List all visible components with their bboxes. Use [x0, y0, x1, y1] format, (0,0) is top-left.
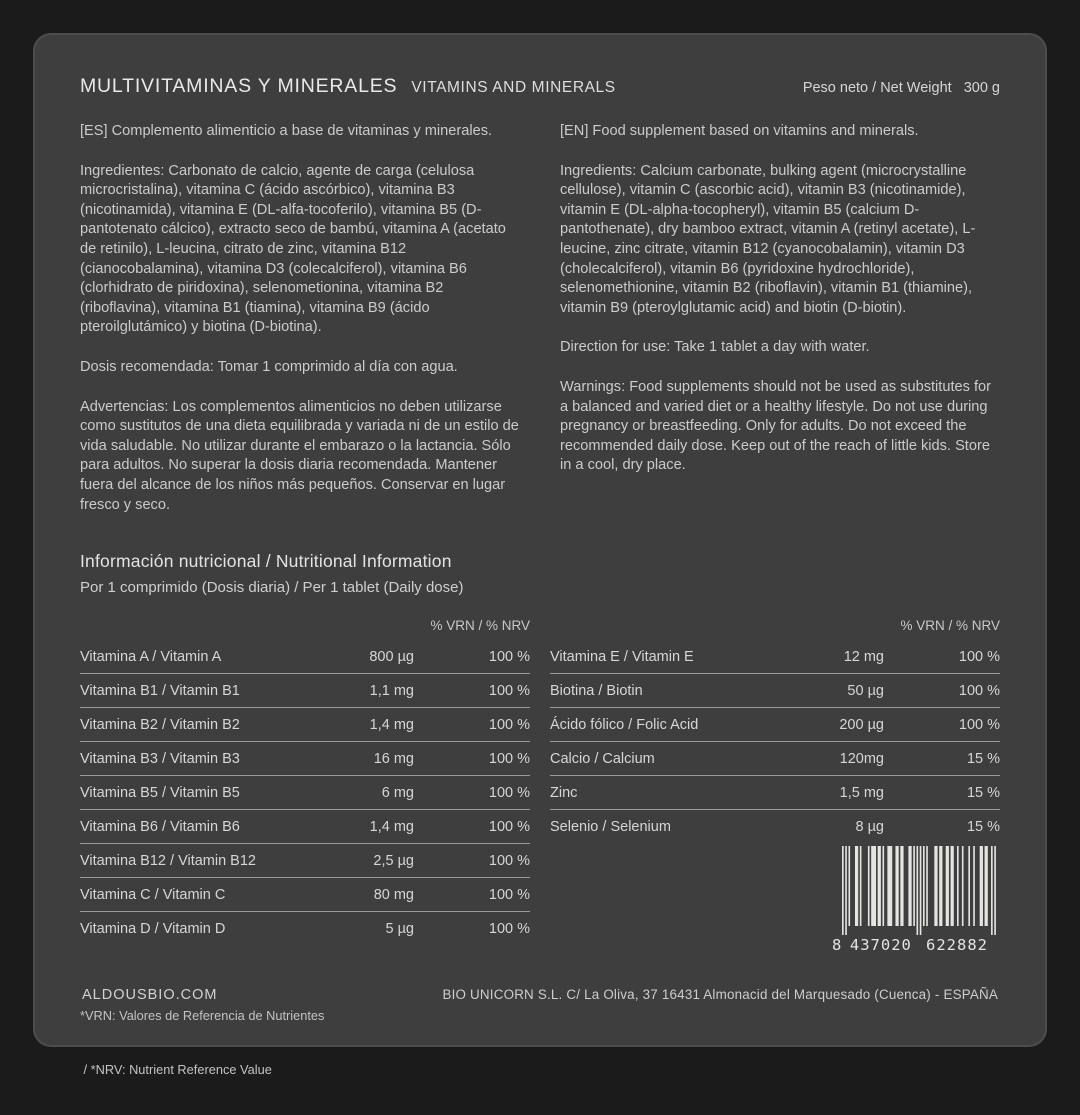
nutrient-name: Vitamina B5 / Vitamin B5: [80, 784, 240, 801]
nutrient-nrv: 100 %: [958, 716, 1000, 733]
nrv-footnote-line1: *VRN: Valores de Referencia de Nutrientes: [80, 1008, 325, 1024]
nutrient-amount: 5 µg: [385, 920, 414, 937]
nutrient-nrv: 100 %: [958, 648, 1000, 665]
net-weight-value: 300 g: [963, 80, 1000, 96]
nutrient-name: Vitamina B12 / Vitamin B12: [80, 852, 256, 869]
svg-text:437020: 437020: [849, 936, 912, 954]
nutrition-table-left-body: [80, 640, 530, 945]
nutrient-name: Vitamina B1 / Vitamin B1: [80, 682, 240, 699]
nutrient-nrv: 100 %: [488, 852, 530, 869]
net-weight-label: Peso neto / Net Weight: [802, 80, 952, 96]
nutrient-amount: 1,5 mg: [839, 784, 884, 801]
intro-en: [EN] Food supplement based on vitamins and minerals.: [560, 123, 919, 139]
nutrition-table-right-body: [550, 640, 1000, 843]
nutrient-amount: 6 mg: [381, 784, 414, 801]
nutrient-nrv: 15 %: [966, 818, 1000, 835]
nutrition-subheading: Por 1 comprimido (Dosis diaria) / Per 1 tablet (Daily dose): [80, 579, 464, 597]
nrv-column-header: % VRN / % NRV: [430, 618, 530, 634]
label-content: [35, 35, 1045, 1078]
nutrient-amount: 800 µg: [369, 648, 414, 665]
nutrient-nrv: 100 %: [488, 648, 530, 665]
language-columns: [80, 122, 1000, 535]
nutrient-name: Vitamina B2 / Vitamin B2: [80, 716, 240, 733]
table-row: [80, 708, 530, 742]
table-row: [80, 878, 530, 912]
table-row: [550, 674, 1000, 708]
nutrition-section: [80, 551, 1000, 1115]
nutrient-nrv: 100 %: [488, 716, 530, 733]
warnings-en: Warnings: Food supplements should not be used as substitutes for a balanced and varied diet or a healthy lifestyle. Do not use during pregnancy or breastfeeding. Only for adults. Do not exceed the recommended daily dose. Keep out of the reach of little kids. Store in a cool, dry place.: [560, 378, 992, 474]
directions-en: Direction for use: Take 1 tablet a day with water.: [560, 339, 870, 356]
table-row: [550, 640, 1000, 674]
nutrient-name: Selenio / Selenium: [550, 818, 671, 835]
nutrient-amount: 1,4 mg: [369, 818, 414, 835]
dose-es: Dosis recomendada: Tomar 1 comprimido al día con agua.: [80, 358, 458, 375]
company-address: BIO UNICORN S.L. C/ La Oliva, 37 16431 Almonacid del Marquesado (Cuenca) - ESPAÑA: [442, 987, 998, 1002]
svg-text:622882: 622882: [926, 936, 988, 954]
table-row: [550, 810, 1000, 843]
nutrient-amount: 16 mg: [373, 750, 414, 767]
table-row: [550, 742, 1000, 776]
nutrient-name: Vitamina C / Vitamin C: [80, 886, 226, 903]
nutrient-name: Vitamina A / Vitamin A: [80, 648, 222, 665]
product-title-en: VITAMINS AND MINERALS: [411, 79, 616, 96]
nutrient-name: Vitamina B3 / Vitamin B3: [80, 750, 240, 767]
nutrient-name: Vitamina D / Vitamin D: [80, 920, 226, 937]
nutrient-nrv: 100 %: [488, 920, 530, 937]
nutrient-nrv: 100 %: [488, 886, 530, 903]
nutrient-amount: 1,4 mg: [369, 716, 414, 733]
spanish-column: [80, 122, 520, 535]
net-weight: [803, 80, 1000, 96]
nutrient-amount: 1,1 mg: [369, 682, 414, 699]
nutrient-nrv: 100 %: [488, 784, 530, 801]
nutrient-nrv: 100 %: [488, 682, 530, 699]
nutrient-nrv: 100 %: [488, 750, 530, 767]
nutrient-nrv: 100 %: [488, 818, 530, 835]
product-title-es: MULTIVITAMINAS Y MINERALES: [80, 75, 398, 97]
nutrient-amount: 12 mg: [843, 648, 884, 665]
nutrient-nrv: 100 %: [958, 682, 1000, 699]
ean13-barcode: [830, 846, 998, 954]
nutrition-heading: Información nutricional / Nutritional Information: [80, 551, 452, 572]
table-row: [80, 776, 530, 810]
supplement-label-panel: [33, 33, 1047, 1078]
table-row: [80, 912, 530, 945]
product-titles: [80, 75, 616, 98]
english-column: [560, 122, 1000, 535]
nrv-column-header: % VRN / % NRV: [900, 618, 1000, 634]
svg-text:8: 8: [832, 936, 842, 954]
nutrient-name: Zinc: [550, 784, 578, 801]
header: [80, 75, 1000, 98]
intro-es: [ES] Complemento alimenticio a base de vitaminas y minerales.: [80, 123, 493, 139]
nutrient-name: Vitamina E / Vitamin E: [550, 648, 694, 665]
table-row: [80, 844, 530, 878]
warnings-es: Advertencias: Los complementos alimenticios no deben utilizarse como sustitutos de una dieta equilibrada y variada ni de un estilo de vida saludable. No utilizar durante el embarazo o la lactancia. Sólo para adultos. No superar la dosis diaria recomendada. Mantener fuera del alcance de los niños más pequeños. Conservar en lugar fresco y seco.: [80, 398, 519, 513]
table-row: [80, 674, 530, 708]
nrv-footnote-line2: / *NRV: Nutrient Reference Value: [80, 1062, 272, 1078]
footer: [82, 987, 998, 1003]
nutrient-amount: 80 mg: [373, 886, 414, 903]
nutrient-amount: 8 µg: [855, 818, 884, 835]
table-row: [550, 776, 1000, 810]
table-row: [80, 640, 530, 674]
nutrient-amount: 2,5 µg: [373, 852, 414, 869]
table-row: [80, 742, 530, 776]
table-row: [80, 810, 530, 844]
nutrient-name: Biotina / Biotin: [550, 682, 643, 699]
nutrient-name: Vitamina B6 / Vitamin B6: [80, 818, 240, 835]
ingredients-es: Ingredientes: Carbonato de calcio, agente de carga (celulosa microcristalina), vitamina C (ácido ascórbico), vitamina B3 (nicotinamida), vitamina E (DL-alfa-tocoferilo), vitamina B5 (D-pantotenato cálcico), extracto seco de bambú, vitamina A (acetato de retinilo), L-leucina, citrato de zinc, vitamina B12 (cianocobalamina), vitamina D3 (colecalciferol), vitamina B6 (clorhidrato de piridoxina), selenometionina, vitamina B2 (riboflavina), vitamina B1 (tiamina), vitamina B9 (ácido pteroilglutámico) y biotina (D-biotina).: [80, 162, 506, 336]
nutrient-nrv: 15 %: [966, 750, 1000, 767]
nutrient-amount: 50 µg: [847, 682, 884, 699]
table-row: [550, 708, 1000, 742]
nutrient-amount: 200 µg: [839, 716, 884, 733]
nutrient-name: Ácido fólico / Folic Acid: [550, 716, 699, 733]
ingredients-en: Ingredients: Calcium carbonate, bulking agent (microcrystalline cellulose), vitamin C (ascorbic acid), vitamin B3 (nicotinamide), vitamin E (DL-alpha-tocopheryl), vitamin B5 (calcium D-pantothenate), dry bamboo extract, vitamin A (retinyl acetate), L-leucine, zinc citrate, vitamin B12 (cyanocobalamin), vitamin D3 (cholecalciferol), vitamin B6 (pyridoxine hydrochloride), selenomethionine, vitamin B2 (riboflavin), vitamin B1 (thiamine), vitamin B9 (pteroylglutamic acid) and biotin (D-biotin).: [560, 162, 976, 316]
nutrition-table-left: [80, 618, 530, 945]
barcode-graphic: [830, 846, 998, 954]
nutrient-nrv: 15 %: [966, 784, 1000, 801]
website-url: ALDOUSBIO.COM: [82, 987, 218, 1003]
nutrient-name: Calcio / Calcium: [550, 750, 655, 767]
nutrient-amount: 120mg: [839, 750, 884, 767]
